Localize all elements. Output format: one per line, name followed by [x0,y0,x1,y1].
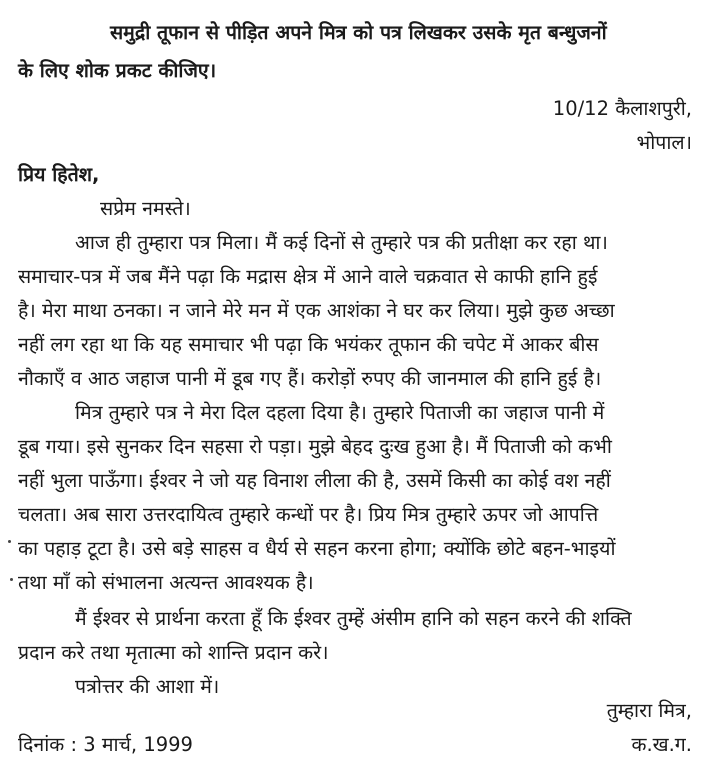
paragraph-3-line-2: प्रदान करे तथा मृतात्मा को शान्ति प्रदान करे। [18,641,329,664]
sender-initials: क.ख.ग. [631,733,692,756]
date: दिनांक : 3 मार्च, 1999 [18,733,193,756]
signoff: तुम्हारा मित्र, [606,699,692,722]
address-line-2: भोपाल। [636,131,692,154]
scan-speck [8,540,11,543]
paragraph-2-line-5: का पहाड़ टूटा है। उसे बड़े साहस व धैर्य से सहन करना होगा; क्योंकि छोटे बहन-भाइयों [18,537,616,560]
paragraph-1-line-3: है। मेरा माथा ठनका। न जाने मेरे मन में एक आशंका ने घर कर लिया। मुझे कुछ अच्छा [18,299,615,322]
heading-line-1: समुद्री तूफान से पीड़ित अपने मित्र को पत्र लिखकर उसके मृत बन्धुजनों [110,21,607,44]
heading-line-2: के लिए शोक प्रकट कीजिए। [18,59,217,82]
paragraph-1-line-4: नहीं लग रहा था कि यह समाचार भी पढ़ा कि भयंकर तूफान की चपेट में आकर बीस [18,333,599,356]
scan-speck [10,578,13,581]
paragraph-2-line-3: नहीं भुला पाऊँगा। ईश्वर ने जो यह विनाश लीला की है, उसमें किसी का कोई वश नहीं [18,469,611,492]
address-line-1: 10/12 कैलाशपुरी, [552,97,692,120]
salutation: प्रिय हितेश, [18,163,100,186]
paragraph-2-line-6: तथा माँ को संभालना अत्यन्त आवश्यक है। [18,571,314,594]
paragraph-1-line-1: आज ही तुम्हारा पत्र मिला। मैं कई दिनों से तुम्हारे पत्र की प्रतीक्षा कर रहा था। [75,231,608,254]
closing-wish: पत्रोत्तर की आशा में। [75,675,220,698]
paragraph-2-line-2: डूब गया। इसे सुनकर दिन सहसा रो पड़ा। मुझे बेहद दुःख हुआ है। मैं पिताजी को कभी [18,435,612,458]
paragraph-2-line-4: चलता। अब सारा उत्तरदायित्व तुम्हारे कन्धों पर है। प्रिय मित्र तुम्हारे ऊपर जो आपत्ति [18,503,599,526]
greeting: सप्रेम नमस्ते। [100,197,191,220]
paragraph-1-line-5: नौकाएँ व आठ जहाज पानी में डूब गए हैं। करोड़ों रुपए की जानमाल की हानि हुई है। [18,367,602,390]
paragraph-2-line-1: मित्र तुम्हारे पत्र ने मेरा दिल दहला दिया है। तुम्हारे पिताजी का जहाज पानी में [75,401,605,424]
paragraph-3-line-1: मैं ईश्वर से प्रार्थना करता हूँ कि ईश्वर तुम्हें अंसीम हानि को सहन करने की शक्ति [75,607,632,630]
paragraph-1-line-2: समाचार-पत्र में जब मैंने पढ़ा कि मद्रास क्षेत्र में आने वाले चक्रवात से काफी हानि हुई [18,265,598,288]
